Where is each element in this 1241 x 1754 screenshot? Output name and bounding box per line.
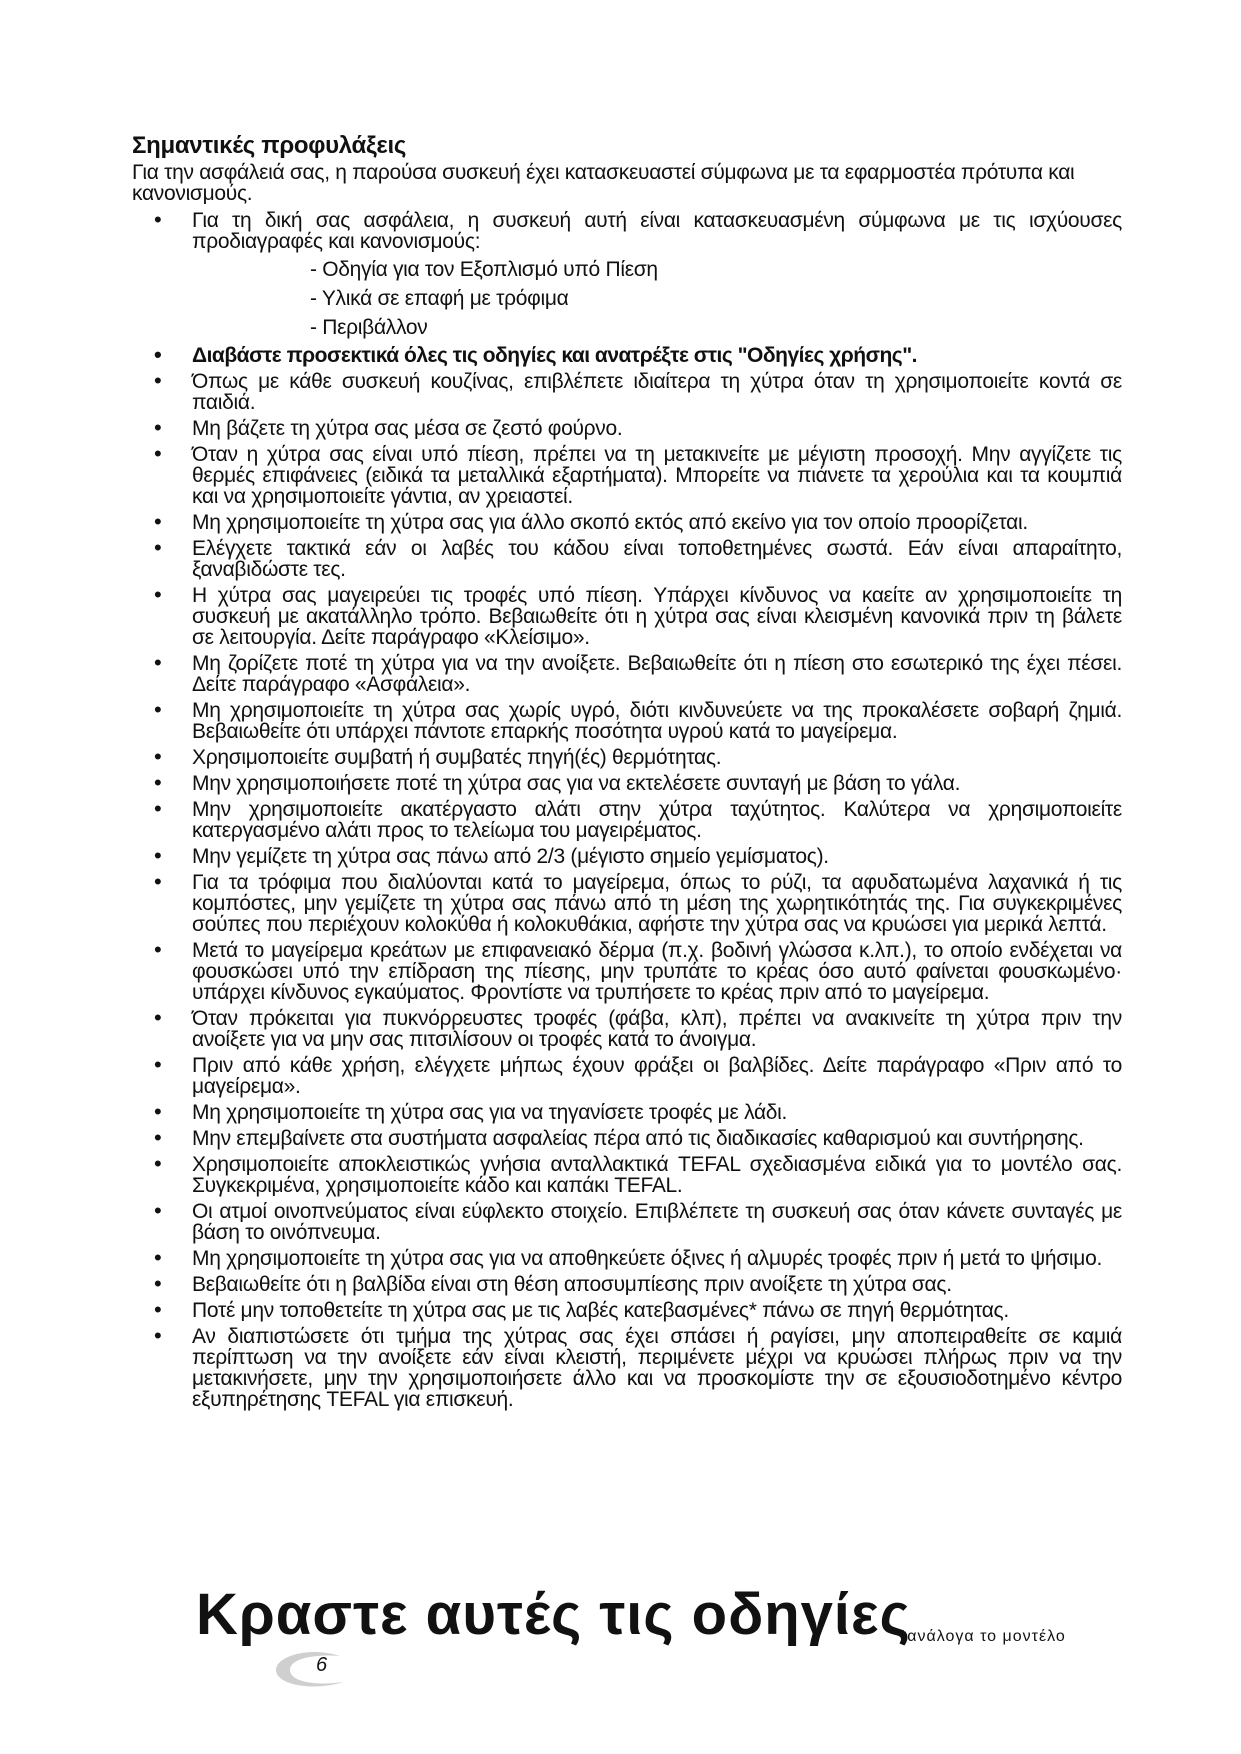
intro-paragraph: Για την ασφάλειά σας, η παρούσα συσκευή έχει κατασκευαστεί σύμφωνα με τα εφαρμοστέα πρότυπα και κανονισμούς.	[132, 161, 1075, 205]
list-item: • Όπως με κάθε συσκευή κουζίνας, επιβλέπετε ιδιαίτερα τη χύτρα όταν τη χρησιμοποιείτε κοντά σε παιδιά.	[154, 368, 1122, 414]
list-item: • Για τα τρόφιμα που διαλύονται κατά το μαγείρεμα, όπως το ρύζι, τα αφυδατωμένα λαχανικά ή τις κομπόστες, μην γεμίζετε τη χύτρα σας πάνω από τη μέση της χωρητικότητάς της. Για συγκεκριμένες σούπες που περιέχουν κολοκύθα ή κολοκυθάκια, αφήστε την χύτρα σας να κρυώσει για μερικά λεπτά.	[154, 869, 1122, 936]
document-body	[132, 132, 1122, 1415]
keep-instructions-title: Κραστε αυτές τις οδηγίες	[196, 1582, 911, 1647]
list-item: • Βεβαιωθείτε ότι η βαλβίδα είναι στη θέση αποσυμπίεσης πριν ανοίξετε τη χύτρα σας.	[154, 1271, 952, 1296]
list-item: • Για τη δική σας ασφάλεια, η συσκευή αυτή είναι κατασκευασμένη σύμφωνα με τις ισχύουσες προδιαγραφές και κανονισμούς: - Οδηγία για τον Εξοπλισμό υπό Πίεση - Υλικά σε επαφή με τρόφιμα - Περιβάλλον	[154, 207, 1122, 339]
list-item: • Μη χρησιμοποιείτε τη χύτρα σας για να τηγανίσετε τροφές με λάδι.	[154, 1099, 788, 1124]
list-item: • Μην χρησιμοποιείτε ακατέργαστο αλάτι στην χύτρα ταχύτητος. Καλύτερα να χρησιμοποιείτε κατεργασμένο αλάτι προς το τελείωμα του μαγειρέματος.	[154, 796, 1122, 842]
list-item: • Μη βάζετε τη χύτρα σας μέσα σε ζεστό φούρνο.	[154, 415, 623, 440]
list-item: • Χρησιμοποιείτε αποκλειστικώς γνήσια ανταλλακτικά TEFAL σχεδιασμένα ειδικά για το μοντέλο σας. Συγκεκριμένα, χρησιμοποιείτε κάδο και καπάκι TEFAL.	[154, 1151, 1122, 1197]
list-item: • Όταν η χύτρα σας είναι υπό πίεση, πρέπει να τη μετακινείτε με μέγιστη προσοχή. Μην αγγίζετε τις θερμές επιφάνειες (ειδικά τα μεταλλικά εξαρτήματα). Μπορείτε να πιάνετε τα χερούλια και τα κουμπιά και να χρησιμοποιείτε γάντια, αν χρειαστεί.	[154, 441, 1122, 508]
page-number-swoosh-icon	[270, 1650, 350, 1690]
page-heading: Σημαντικές προφυλάξεις	[132, 132, 407, 159]
list-item: • Πριν από κάθε χρήση, ελέγχετε μήπως έχουν φράξει οι βαλβίδες. Δείτε παράγραφο «Πριν από το μαγείρεμα».	[154, 1052, 1122, 1098]
standard-item: - Οδηγία για τον Εξοπλισμό υπό Πίεση	[310, 258, 658, 281]
footnote: *ανάλογα το μοντέλο	[900, 1628, 1066, 1645]
list-item: • Ελέγχετε τακτικά εάν οι λαβές του κάδου είναι τοποθετημένες σωστά. Εάν είναι απαραίτητο, ξαναβιδώστε τες.	[154, 535, 1122, 581]
list-item: • Μη χρησιμοποιείτε τη χύτρα σας χωρίς υγρό, διότι κινδυνεύετε να της προκαλέσετε σοβαρή ζημιά. Βεβαιωθείτε ότι υπάρχει πάντοτε επαρκής ποσότητα υγρού κατά το μαγείρεμα.	[154, 697, 1122, 743]
page-number: 6	[316, 1654, 328, 1676]
list-item: • Μην επεμβαίνετε στα συστήματα ασφαλείας πέρα από τις διαδικασίες καθαρισμού και συντήρησης.	[154, 1125, 1084, 1150]
standard-item: - Υλικά σε επαφή με τρόφιμα	[310, 287, 569, 310]
list-item: • Αν διαπιστώσετε ότι τμήμα της χύτρας σας έχει σπάσει ή ραγίσει, μην αποπειραθείτε σε καμιά περίπτωση να την ανοίξετε εάν είναι κλειστή, περιμένετε μέχρι να κρυώσει πλήρως πριν να την μετακινήσετε, μην την χρησιμοποιήσετε άλλο και να προσκομίστε την σε εξουσιοδοτημένο κέντρο εξυπηρέτησης TEFAL για επισκευή.	[154, 1323, 1122, 1411]
standard-item: - Περιβάλλον	[310, 316, 428, 339]
list-item: • Ποτέ μην τοποθετείτε τη χύτρα σας με τις λαβές κατεβασμένες* πάνω σε πηγή θερμότητας.	[154, 1297, 1009, 1322]
list-item: • Μετά το μαγείρεμα κρεάτων με επιφανειακό δέρμα (π.χ. βοδινή γλώσσα κ.λπ.), το οποίο ενδέχεται να φουσκώσει υπό την επίδραση της πίεσης, μην τρυπάτε το κρέας όσο αυτό φαίνεται φουσκωμένο· υπάρχει κίνδυνος εγκαύματος. Φροντίστε να τρυπήσετε το κρέας πριν από το μαγείρεμα.	[154, 937, 1122, 1004]
list-item: • Μη χρησιμοποιείτε τη χύτρα σας για να αποθηκεύετε όξινες ή αλμυρές τροφές πριν ή μετά το ψήσιμο.	[154, 1245, 1102, 1270]
list-item: • Μη ζορίζετε ποτέ τη χύτρα για να την ανοίξετε. Βεβαιωθείτε ότι η πίεση στο εσωτερικό της έχει πέσει. Δείτε παράγραφο «Ασφάλεια».	[154, 650, 1122, 696]
standards-list	[192, 258, 1122, 340]
list-item: • Οι ατμοί οινοπνεύματος είναι εύφλεκτο στοιχείο. Επιβλέπετε τη συσκευή σας όταν κάνετε συνταγές με βάση το οινόπνευμα.	[154, 1198, 1122, 1244]
list-item: • Μην γεμίζετε τη χύτρα σας πάνω από 2/3 (μέγιστο σημείο γεμίσματος).	[154, 843, 829, 868]
list-item: • Χρησιμοποιείτε συμβατή ή συμβατές πηγή(ές) θερμότητας.	[154, 744, 722, 769]
list-item: • Η χύτρα σας μαγειρεύει τις τροφές υπό πίεση. Υπάρχει κίνδυνος να καείτε αν χρησιμοποιείτε τη συσκευή με ακατάλληλο τρόπο. Βεβαιωθείτε ότι η χύτρα σας είναι κλεισμένη κανονικά πριν τη βάλετε σε λειτουργία. Δείτε παράγραφο «Κλείσιμο».	[154, 582, 1122, 649]
list-item: • Μην χρησιμοποιήσετε ποτέ τη χύτρα σας για να εκτελέσετε συνταγή με βάση το γάλα.	[154, 770, 961, 795]
precautions-list	[132, 207, 1122, 1411]
list-item-bold: • Διαβάστε προσεκτικά όλες τις οδηγίες και ανατρέξτε στις "Οδηγίες χρήσης".	[154, 342, 918, 367]
list-item: • Μη χρησιμοποιείτε τη χύτρα σας για άλλο σκοπό εκτός από εκείνο για τον οποίο προορίζεται.	[154, 509, 1028, 534]
list-item: • Όταν πρόκειται για πυκνόρρευστες τροφές (φάβα, κλπ), πρέπει να ανακινείτε τη χύτρα πριν την ανοίξετε για να μην σας πιτσιλίσουν οι τροφές κατά το άνοιγμα.	[154, 1005, 1122, 1051]
